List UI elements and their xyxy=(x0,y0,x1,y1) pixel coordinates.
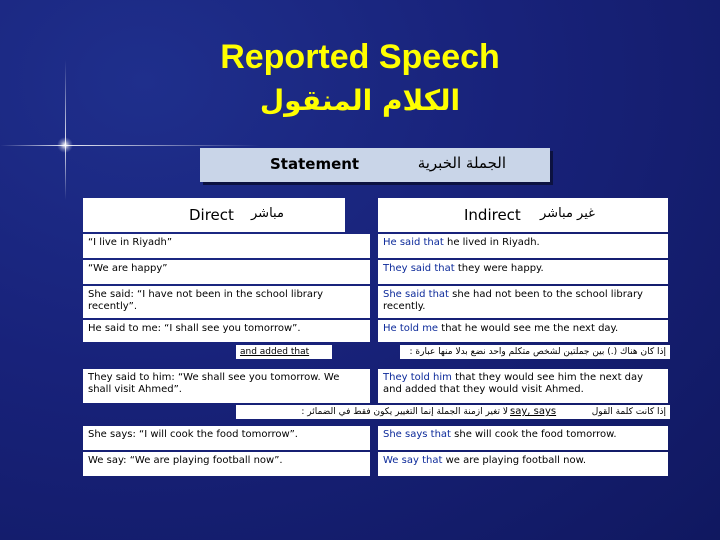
indirect-cell xyxy=(378,426,668,450)
statement-label: Statement xyxy=(270,155,360,173)
reporting-phrase: She said that xyxy=(383,289,453,300)
lens-flare-horizontal xyxy=(0,145,260,146)
direct-header xyxy=(83,198,345,232)
indirect-cell xyxy=(378,286,668,318)
note-arabic: لا تغير أزمنة الجملة إنما التغيير يكون فقط في الضمائر : xyxy=(301,407,508,417)
lens-flare-center xyxy=(57,137,73,153)
indirect-text: she had not been to the school library recently. xyxy=(383,289,643,312)
note-arabic: إذا كان هناك (.) بين جملتين لشخص متكلم واحد نضع بدلا منها عبارة : xyxy=(409,347,666,357)
direct-text: They said to him: “We shall see you tomorrow. We shall visit Ahmed”. xyxy=(88,372,340,395)
direct-text: “I live in Riyadh” xyxy=(88,237,173,248)
reporting-phrase: They told him xyxy=(383,372,456,383)
direct-cell xyxy=(83,260,370,284)
direct-text: She said: “I have not been in the school library recently”. xyxy=(88,289,324,312)
direct-cell xyxy=(83,369,370,403)
direct-cell xyxy=(83,452,370,476)
note-arabic: إذا كانت كلمة القول xyxy=(591,407,666,417)
page-title: Reported Speech xyxy=(220,38,500,76)
say-says-note: say, says xyxy=(510,406,557,417)
indirect-text: that he would see me the next day. xyxy=(441,323,619,334)
reporting-phrase: They said that xyxy=(383,263,458,274)
indirect-cell xyxy=(378,260,668,284)
direct-cell xyxy=(83,320,370,342)
indirect-text: they were happy. xyxy=(457,263,544,274)
direct-label: Direct xyxy=(189,206,234,224)
indirect-cell xyxy=(378,320,668,342)
lens-flare-vertical xyxy=(65,60,66,200)
indirect-text: that they would see him the next day and added that they would visit Ahmed. xyxy=(383,372,644,395)
indirect-header xyxy=(378,198,668,232)
and-added-that-note: and added that xyxy=(240,347,310,357)
statement-header xyxy=(200,148,550,182)
reporting-phrase: She says that xyxy=(383,429,455,440)
direct-cell xyxy=(83,286,370,318)
direct-text: We say: “We are playing football now”. xyxy=(88,455,283,466)
direct-label-arabic: مباشر xyxy=(251,206,284,221)
direct-text: She says: “I will cook the food tomorrow”. xyxy=(88,429,298,440)
indirect-label-arabic: غير مباشر xyxy=(540,206,595,221)
statement-label-arabic: الجملة الخبرية xyxy=(417,154,506,172)
indirect-label: Indirect xyxy=(464,206,521,224)
indirect-cell xyxy=(378,234,668,258)
indirect-text: he lived in Riyadh. xyxy=(446,237,540,248)
direct-text: He said to me: “I shall see you tomorrow”. xyxy=(88,323,301,334)
indirect-text: we are playing football now. xyxy=(445,455,587,466)
indirect-text: she will cook the food tomorrow. xyxy=(454,429,617,440)
direct-cell xyxy=(83,234,370,258)
reporting-phrase: He told me xyxy=(383,323,442,334)
direct-cell xyxy=(83,426,370,450)
reporting-phrase: He said that xyxy=(383,237,447,248)
indirect-cell xyxy=(378,452,668,476)
indirect-cell xyxy=(378,369,668,403)
direct-text: “We are happy” xyxy=(88,263,168,274)
reporting-phrase: We say that xyxy=(383,455,446,466)
page-title-arabic: الكلام المنقول xyxy=(259,84,461,117)
